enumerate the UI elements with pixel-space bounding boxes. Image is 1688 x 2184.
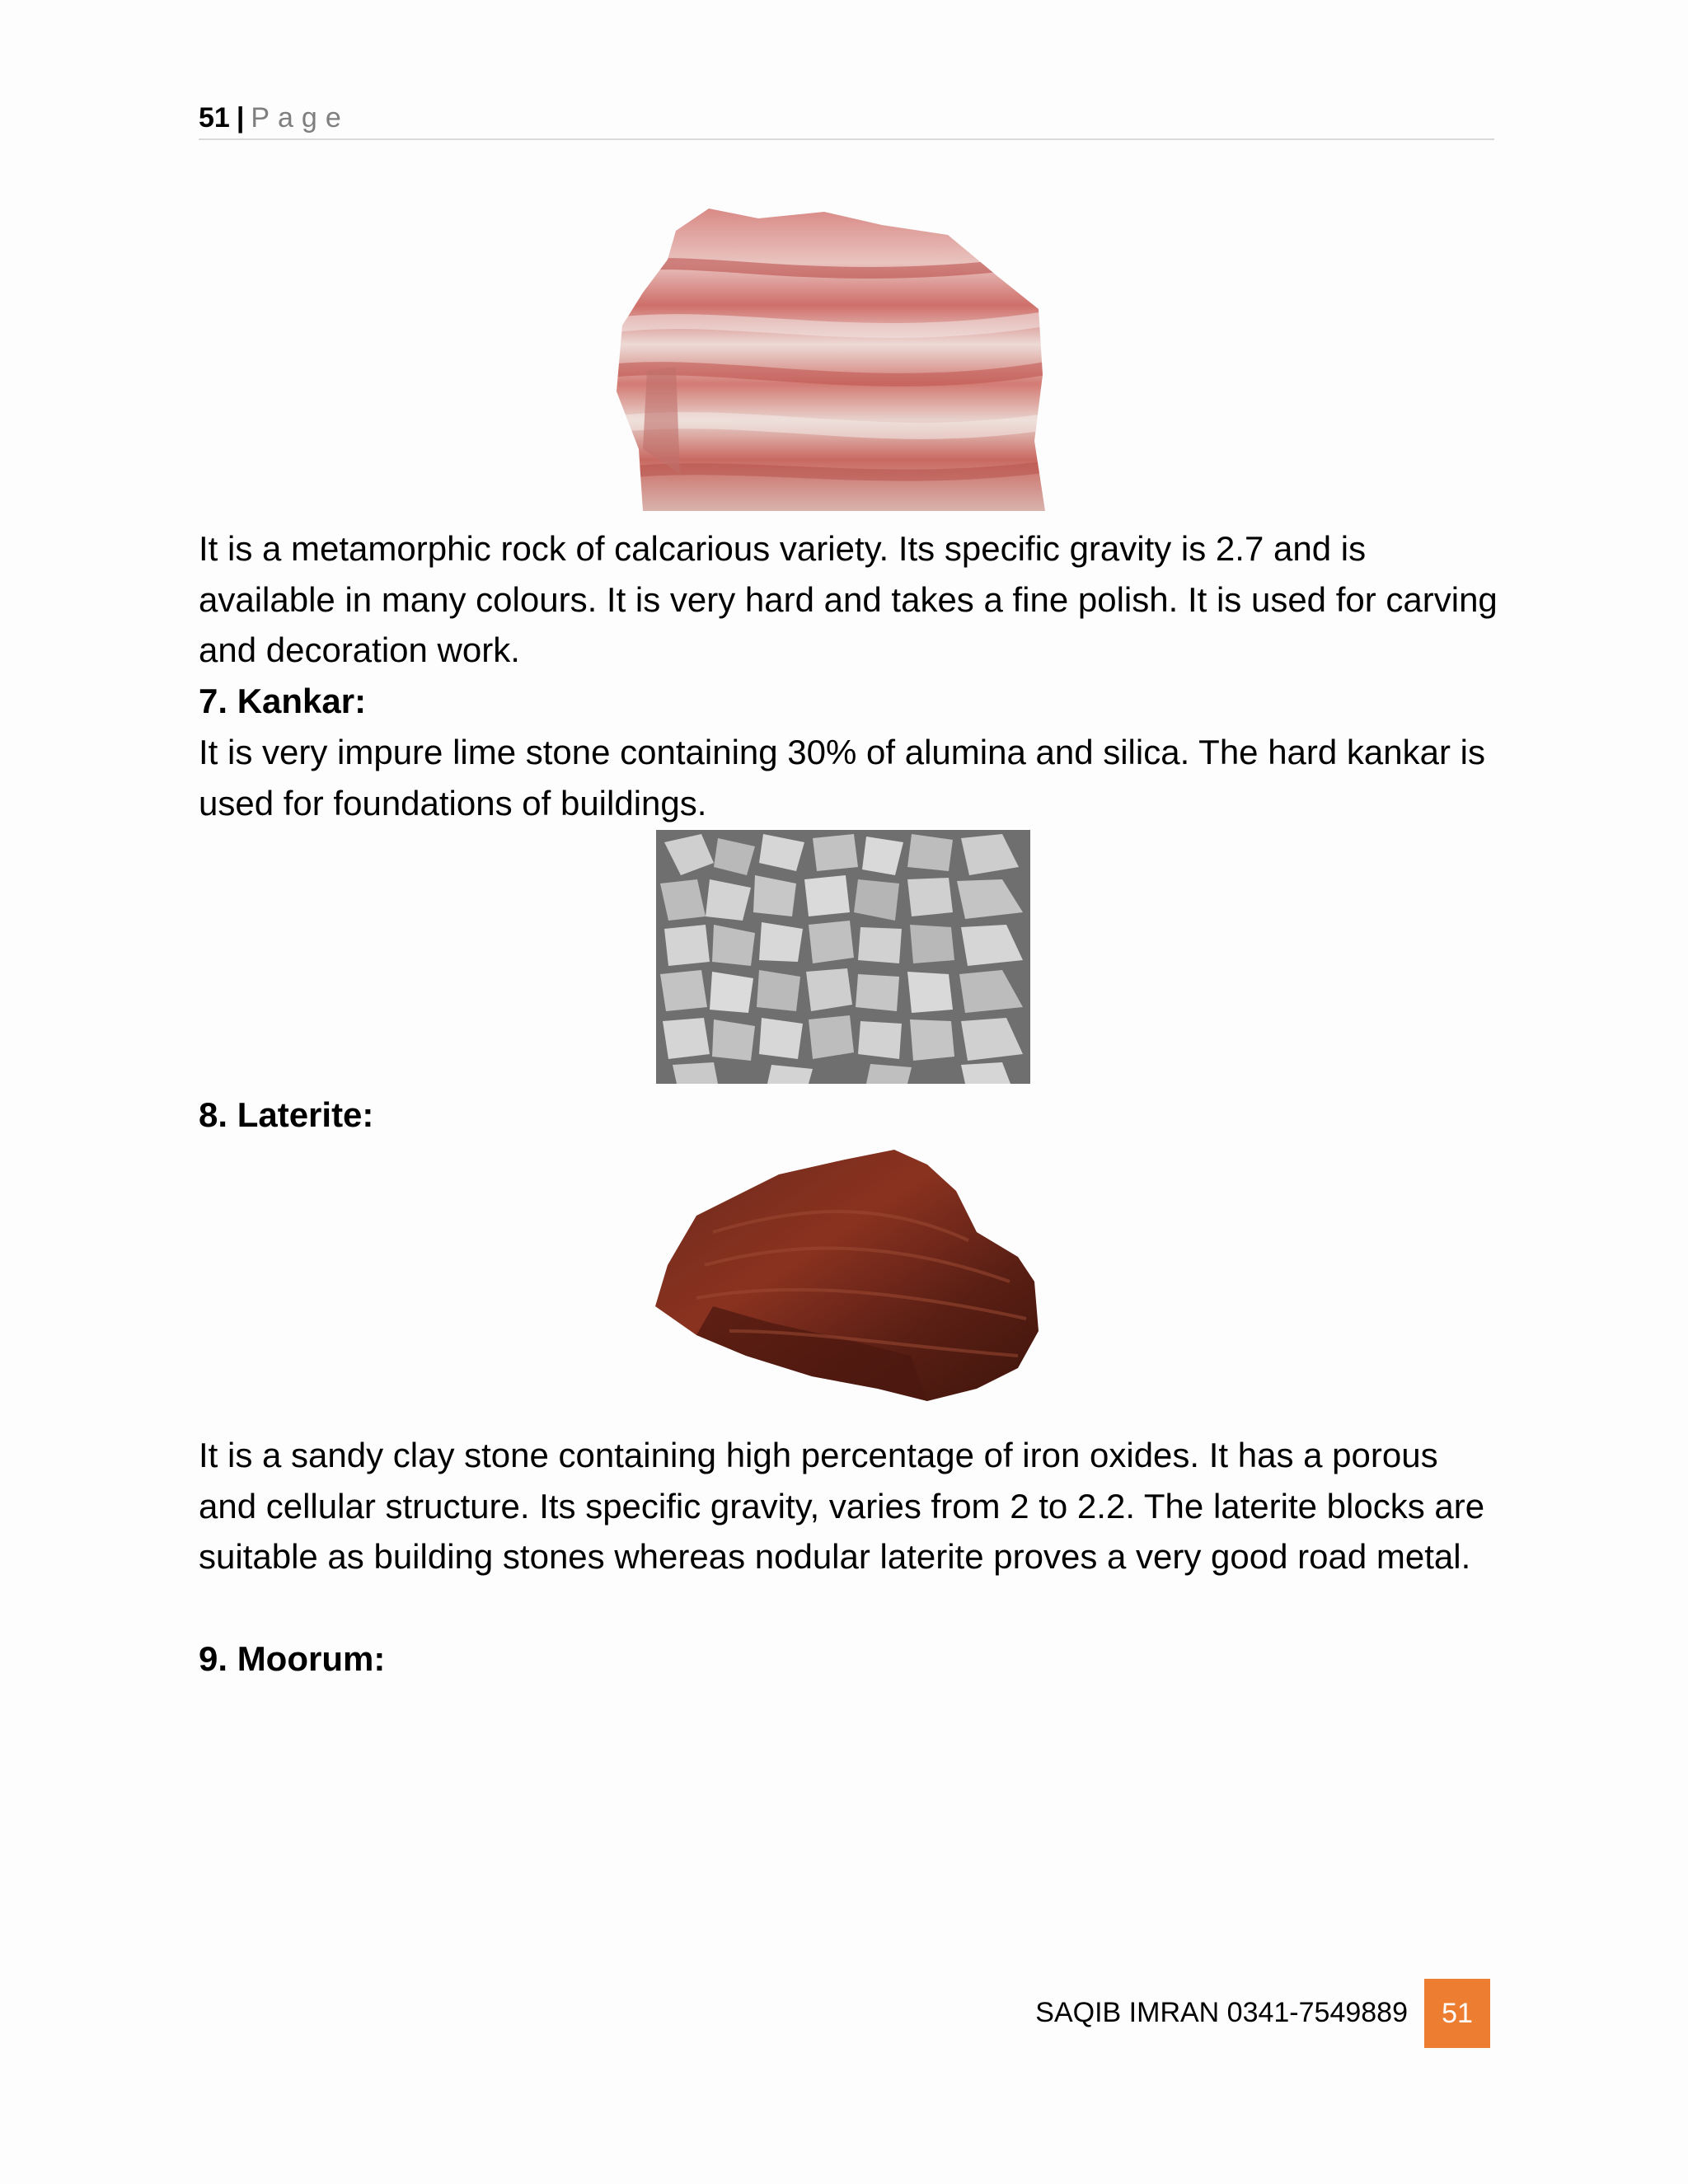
kankar-heading: 7. Kankar: [199, 682, 367, 720]
header-page-word: Page [251, 102, 349, 134]
laterite-heading: 8. Laterite: [199, 1095, 374, 1134]
header-page-number: 51 [199, 102, 230, 134]
marble-description: It is a metamorphic rock of calcarious variety. Its specific gravity is 2.7 and is available in many colours. It is very hard and takes a fine polish. It is used for carving and decoration work. [199, 529, 1498, 669]
laterite-rock-image [647, 1141, 1043, 1413]
laterite-description: It is a sandy clay stone containing high percentage of iron oxides. It has a porous and cellular structure. Its specific gravity, varies from 2 to 2.2. The laterite blocks are suitable as building stones whereas nodular laterite proves a very good road metal. [199, 1436, 1485, 1576]
footer-author: SAQIB IMRAN 0341-7549889 [1035, 1997, 1408, 2028]
page-header [199, 97, 1494, 140]
header-separator: | [236, 102, 245, 134]
kankar-gravel-image [656, 830, 1030, 1084]
kankar-description: It is very impure lime stone containing 30% of alumina and silica. The hard kankar is used for foundations of buildings. [199, 733, 1485, 823]
footer-page-badge: 51 [1424, 1979, 1490, 2048]
marble-rock-image [610, 202, 1055, 515]
moorum-heading: 9. Moorum: [199, 1639, 386, 1678]
